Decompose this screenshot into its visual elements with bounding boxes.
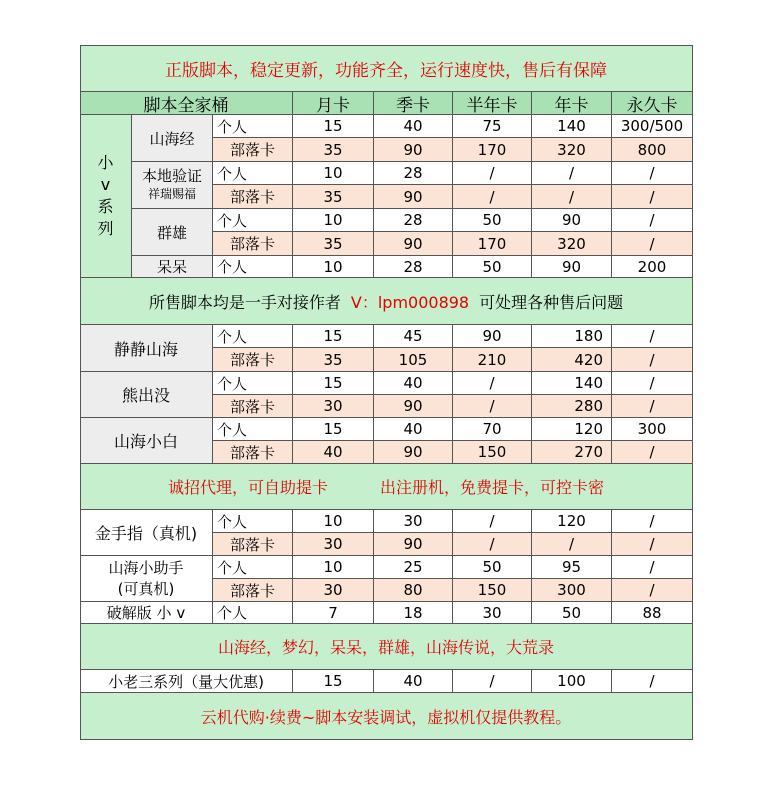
- price-cell: 90: [374, 232, 453, 256]
- product-xiaolaosan: 小老三系列（量大优惠): [80, 670, 293, 693]
- price-cell: /: [612, 510, 693, 533]
- price-cell: 45: [374, 325, 453, 348]
- product-pojie: 破解版 小 v: [80, 602, 213, 624]
- price-cell: 300: [532, 579, 612, 602]
- tier-personal: 个人: [213, 556, 293, 579]
- price-cell: 30: [293, 579, 374, 602]
- price-cell: 25: [374, 556, 453, 579]
- price-cell: 140: [532, 372, 612, 395]
- price-cell: 40: [374, 115, 453, 138]
- price-cell: 170: [453, 232, 532, 256]
- price-cell: 10: [293, 556, 374, 579]
- header-monthly: 月卡: [293, 92, 374, 115]
- price-cell: /: [453, 533, 532, 556]
- header-permanent: 永久卡: [612, 92, 693, 115]
- price-cell: /: [612, 185, 693, 209]
- price-cell: 50: [532, 602, 612, 624]
- price-cell: 90: [374, 441, 453, 464]
- price-cell: /: [453, 510, 532, 533]
- price-cell: 35: [293, 185, 374, 209]
- contact-suffix: 可处理各种售后问题: [479, 292, 624, 312]
- price-cell: 28: [374, 256, 453, 278]
- product-xiongchumo: 熊出没: [80, 372, 213, 418]
- tier-tribe: 部落卡: [213, 395, 293, 418]
- price-cell: 50: [453, 256, 532, 278]
- tier-tribe: 部落卡: [213, 533, 293, 556]
- price-cell: 30: [293, 533, 374, 556]
- price-cell: 100: [532, 670, 612, 693]
- price-cell: 200: [612, 256, 693, 278]
- price-cell: 210: [453, 348, 532, 372]
- price-cell: 50: [453, 209, 532, 232]
- price-cell: /: [453, 395, 532, 418]
- price-cell: /: [532, 533, 612, 556]
- price-cell: 40: [374, 372, 453, 395]
- price-cell: 420: [532, 348, 612, 372]
- price-cell: 50: [453, 556, 532, 579]
- header-product: 脚本全家桶: [80, 92, 293, 115]
- tier-tribe: 部落卡: [213, 138, 293, 162]
- tier-personal: 个人: [213, 115, 293, 138]
- price-cell: 18: [374, 602, 453, 624]
- price-cell: 28: [374, 162, 453, 185]
- price-cell: 320: [532, 232, 612, 256]
- price-cell: 280: [532, 395, 612, 418]
- product-bendi: [132, 162, 213, 209]
- series-label: [80, 115, 132, 278]
- tier-personal: 个人: [213, 602, 293, 624]
- price-cell: 150: [453, 441, 532, 464]
- tier-tribe: 部落卡: [213, 348, 293, 372]
- price-cell: 270: [532, 441, 612, 464]
- contact-prefix: 所售脚本均是一手对接作者: [148, 292, 341, 312]
- header-quarterly: 季卡: [374, 92, 453, 115]
- price-cell: /: [612, 162, 693, 185]
- price-cell: 180: [532, 325, 612, 348]
- price-cell: 35: [293, 348, 374, 372]
- price-cell: /: [612, 556, 693, 579]
- price-cell: 28: [374, 209, 453, 232]
- price-cell: 320: [532, 138, 612, 162]
- price-cell: 90: [532, 209, 612, 232]
- price-cell: 75: [453, 115, 532, 138]
- price-cell: 90: [453, 325, 532, 348]
- product-bendi-sub: 祥瑞赐福: [147, 187, 196, 201]
- price-cell: 90: [374, 395, 453, 418]
- banner-top: 正版脚本，稳定更新，功能齐全，运行速度快，售后有保障: [80, 45, 693, 92]
- price-cell: 15: [293, 670, 374, 693]
- tier-tribe: 部落卡: [213, 232, 293, 256]
- games-banner: 山海经，梦幻，呆呆，群雄，山海传说，大荒录: [80, 624, 693, 670]
- price-cell: 300/500: [612, 115, 693, 138]
- price-cell: /: [612, 579, 693, 602]
- price-cell: /: [612, 372, 693, 395]
- price-cell: 30: [293, 395, 374, 418]
- price-cell: 90: [374, 138, 453, 162]
- price-cell: /: [532, 185, 612, 209]
- series-label-char: 列: [97, 219, 114, 238]
- price-cell: 35: [293, 138, 374, 162]
- price-cell: 170: [453, 138, 532, 162]
- series-label-char: 系: [97, 197, 114, 216]
- series-label-char: 小: [97, 153, 114, 172]
- tier-tribe: 部落卡: [213, 441, 293, 464]
- tier-personal: 个人: [213, 162, 293, 185]
- contact-wechat: V：lpm000898: [350, 292, 470, 312]
- price-cell: 90: [374, 185, 453, 209]
- price-cell: 15: [293, 372, 374, 395]
- price-cell: /: [612, 395, 693, 418]
- price-cell: 10: [293, 510, 374, 533]
- tier-personal: 个人: [213, 372, 293, 395]
- product-shanhaixiaobai: 山海小白: [80, 418, 213, 464]
- header-yearly: 年卡: [532, 92, 612, 115]
- price-cell: /: [612, 348, 693, 372]
- contact-row: [80, 278, 693, 325]
- product-zhushou-name: 山海小助手: [108, 558, 184, 577]
- agent-banner: [80, 464, 693, 510]
- price-cell: 800: [612, 138, 693, 162]
- price-cell: 35: [293, 232, 374, 256]
- price-cell: 88: [612, 602, 693, 624]
- product-jinshouzhi: 金手指（真机): [80, 510, 213, 556]
- agent-banner-right: 出注册机，免费提卡，可控卡密: [380, 478, 605, 497]
- price-cell: 7: [293, 602, 374, 624]
- price-cell: /: [612, 670, 693, 693]
- price-cell: /: [612, 441, 693, 464]
- product-daidai: 呆呆: [132, 256, 213, 278]
- price-cell: 40: [374, 670, 453, 693]
- price-cell: /: [612, 325, 693, 348]
- price-cell: 90: [532, 256, 612, 278]
- price-cell: 120: [532, 418, 612, 441]
- price-cell: 80: [374, 579, 453, 602]
- price-cell: 90: [374, 533, 453, 556]
- product-shanhaijing: 山海经: [132, 115, 213, 162]
- price-cell: 40: [293, 441, 374, 464]
- price-cell: 300: [612, 418, 693, 441]
- price-cell: 30: [453, 602, 532, 624]
- price-cell: 15: [293, 418, 374, 441]
- price-cell: 150: [453, 579, 532, 602]
- header-half-year: 半年卡: [453, 92, 532, 115]
- price-cell: 105: [374, 348, 453, 372]
- price-cell: /: [612, 209, 693, 232]
- tier-tribe: 部落卡: [213, 185, 293, 209]
- price-cell: 140: [532, 115, 612, 138]
- price-cell: 120: [532, 510, 612, 533]
- product-jingjing: 静静山海: [80, 325, 213, 372]
- price-cell: 10: [293, 209, 374, 232]
- price-cell: 40: [374, 418, 453, 441]
- product-zhushou-note: (可真机): [117, 579, 175, 598]
- price-table: [80, 45, 693, 740]
- agent-banner-left: 诚招代理，可自助提卡: [167, 478, 328, 497]
- bottom-banner: 云机代购·续费~脚本安装调试，虚拟机仅提供教程。: [80, 693, 693, 740]
- price-cell: 70: [453, 418, 532, 441]
- price-cell: 10: [293, 162, 374, 185]
- price-cell: 15: [293, 325, 374, 348]
- price-cell: /: [532, 162, 612, 185]
- product-zhushou: [80, 556, 213, 602]
- product-qunxiong: 群雄: [132, 209, 213, 256]
- price-cell: 30: [374, 510, 453, 533]
- tier-personal: 个人: [213, 209, 293, 232]
- tier-personal: 个人: [213, 510, 293, 533]
- series-label-char: v: [100, 175, 111, 194]
- price-cell: /: [453, 162, 532, 185]
- price-cell: 15: [293, 115, 374, 138]
- price-cell: /: [612, 533, 693, 556]
- tier-personal: 个人: [213, 256, 293, 278]
- tier-personal: 个人: [213, 325, 293, 348]
- tier-tribe: 部落卡: [213, 579, 293, 602]
- tier-personal: 个人: [213, 418, 293, 441]
- price-cell: 10: [293, 256, 374, 278]
- price-cell: /: [453, 185, 532, 209]
- price-cell: /: [453, 372, 532, 395]
- price-cell: /: [453, 670, 532, 693]
- price-cell: /: [612, 232, 693, 256]
- product-bendi-name: 本地验证: [141, 167, 202, 185]
- price-cell: 95: [532, 556, 612, 579]
